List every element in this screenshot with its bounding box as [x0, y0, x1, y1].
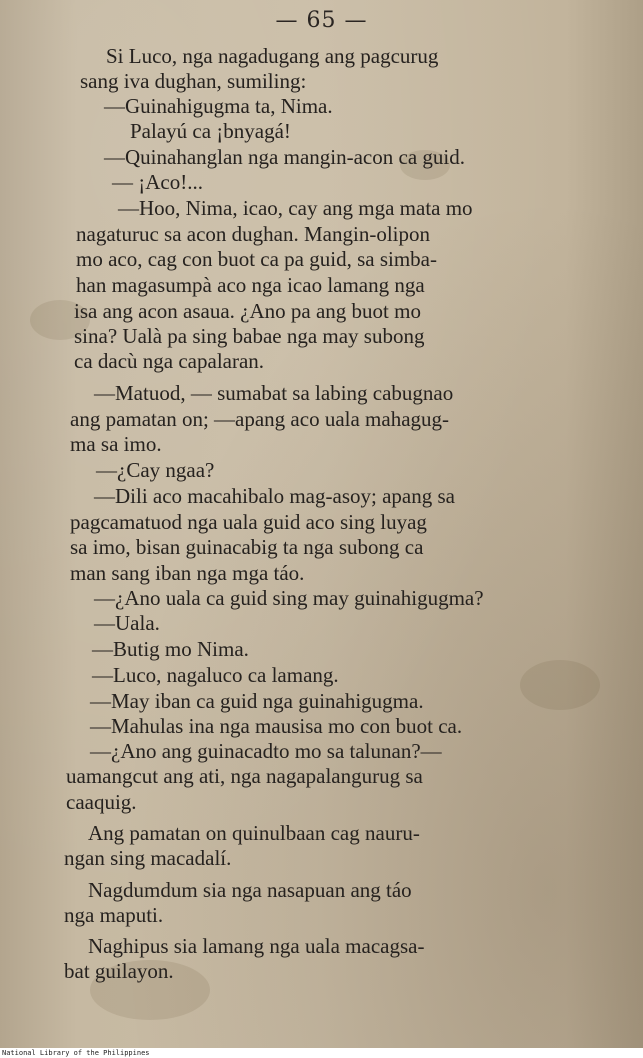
text-line: —Uala. [94, 611, 160, 635]
text-line: —Guinahigugma ta, Nima. [104, 94, 333, 118]
text-line: —Butig mo Nima. [92, 637, 249, 661]
text-line: —¿Cay ngaa? [96, 458, 215, 482]
text-line: sa imo, bisan guinacabig ta nga subong ca [70, 535, 424, 559]
text-line: Naghipus sia lamang nga uala macagsa- [88, 934, 425, 958]
text-line: —Dili aco macahibalo mag-asoy; apang sa [94, 484, 455, 508]
page-number: — 65 — [275, 8, 368, 33]
text-line: ngan sing macadalí. [64, 846, 232, 870]
text-line: pagcamatuod nga uala guid aco sing luyag [70, 510, 427, 534]
text-line: ca dacù nga capalaran. [74, 349, 265, 373]
text-line: —Matuod, — sumabat sa labing cabugnao [94, 381, 454, 405]
text-line: nagaturuc sa acon dughan. Mangin-olipon [76, 222, 430, 246]
text-line: Palayú ca ¡bnyagá! [130, 119, 291, 143]
text-line: Ang pamatan on quinulbaan cag nauru- [88, 821, 420, 845]
paper-stain [520, 660, 600, 710]
text-line: sina? Ualà pa sing babae nga may subong [74, 324, 425, 348]
text-line: man sang iban nga mga táo. [70, 561, 305, 585]
text-line: —Hoo, Nima, icao, cay ang mga mata mo [118, 196, 473, 220]
text-line: —Luco, nagaluco ca lamang. [92, 663, 339, 687]
text-line: —¿Ano ang guinacadto mo sa talunan?— [90, 739, 442, 763]
text-line: —Mahulas ina nga mausisa mo con buot ca. [90, 714, 463, 738]
text-line: — ¡Aco!... [112, 170, 203, 194]
text-line: ang pamatan on; —apang aco uala mahagug- [70, 407, 450, 431]
text-line: —May iban ca guid nga guinahigugma. [90, 689, 424, 713]
text-line: —Quinahanglan nga mangin-acon ca guid. [104, 145, 465, 169]
text-line: —¿Ano uala ca guid sing may guinahigugma? [94, 586, 484, 610]
text-line: sang iva dughan, sumiling: [80, 69, 307, 93]
text-line: Nagdumdum sia nga nasapuan ang táo [88, 878, 412, 902]
text-line: ma sa imo. [70, 432, 162, 456]
text-line: han magasumpà aco nga icao lamang nga [76, 273, 425, 297]
text-line: bat guilayon. [64, 959, 174, 983]
text-line: Si Luco, nga nagadugang ang pagcurug [106, 44, 439, 68]
library-credit: National Library of the Philippines [2, 1049, 150, 1057]
text-line: mo aco, cag con buot ca pa guid, sa simba- [76, 247, 437, 271]
text-line: uamangcut ang ati, nga nagapalangurug sa [66, 764, 423, 788]
text-line: nga maputi. [64, 903, 164, 927]
text-line: isa ang acon asaua. ¿Ano pa ang buot mo [74, 299, 421, 323]
text-line: caaquig. [66, 790, 137, 814]
